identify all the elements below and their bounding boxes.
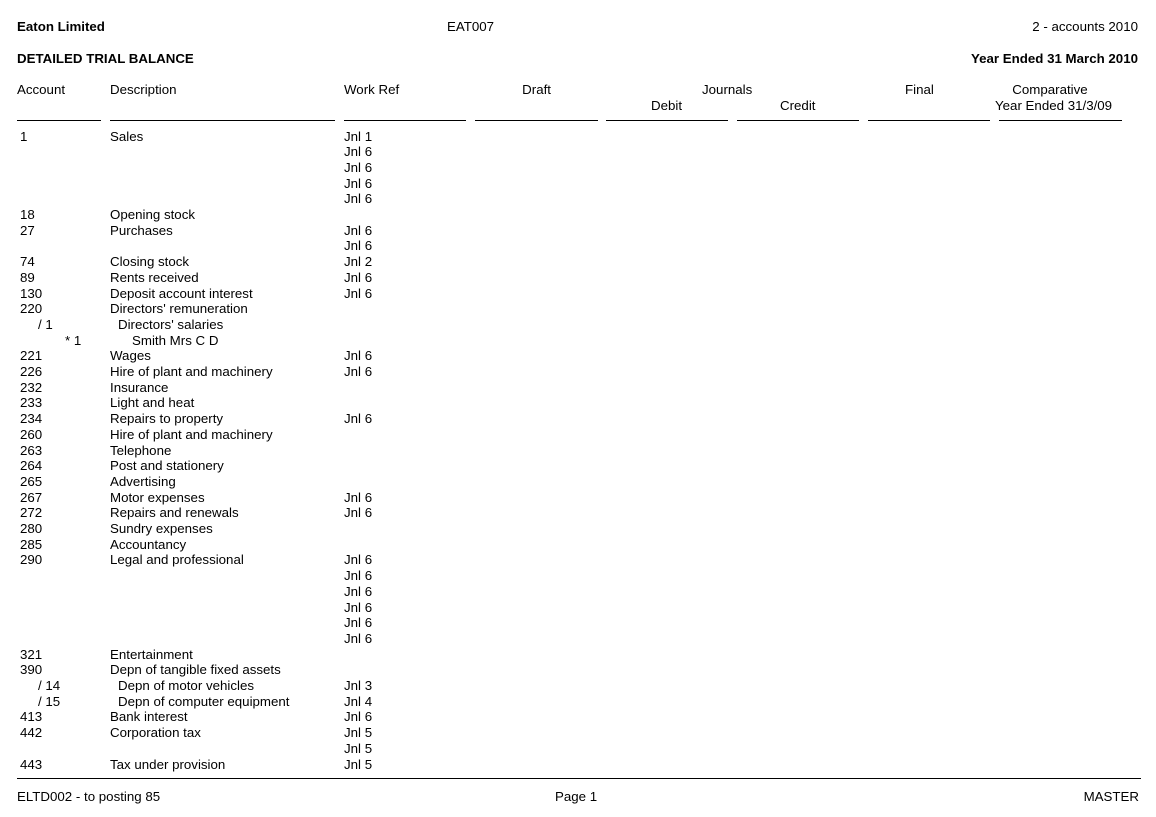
row-description: Tax under provision (110, 756, 226, 772)
row-work-ref: Jnl 5 (344, 740, 373, 756)
row-account: 280 (20, 521, 43, 536)
row-work-ref: Jnl 6 (344, 144, 373, 160)
col-header-work-ref: Work Ref (344, 82, 400, 97)
row-account: 130 (20, 285, 43, 301)
row-description: Advertising (110, 473, 176, 489)
row-account: 443 (20, 756, 43, 772)
row-description: Purchases (110, 222, 173, 238)
row-account: 321 (20, 646, 43, 662)
row-description: Hire of plant and machinery (110, 364, 273, 379)
row-account: 220 (20, 301, 43, 317)
row-account: 290 (20, 552, 43, 568)
footer-left: ELTD002 - to posting 85 (17, 789, 161, 804)
row-description: Bank interest (110, 709, 188, 725)
row-description: Sales (110, 128, 144, 144)
row-account: 263 (20, 442, 43, 458)
row-description: Rents received (110, 269, 199, 285)
row-work-ref: Jnl 6 (344, 615, 373, 631)
footer-right: MASTER (1083, 789, 1139, 804)
row-account: 413 (20, 709, 43, 725)
row-description: Motor expenses (110, 489, 205, 505)
row-account: * 1 (65, 332, 82, 348)
row-account: / 1 (38, 316, 53, 332)
row-description: Insurance (110, 379, 169, 395)
row-account: 233 (20, 395, 43, 411)
col-header-comparative: Comparative (1012, 82, 1088, 97)
row-description: Deposit account interest (110, 285, 253, 301)
row-work-ref: Jnl 6 (344, 175, 373, 191)
row-work-ref: Jnl 6 (344, 568, 373, 584)
row-description: Legal and professional (110, 552, 244, 568)
row-work-ref: Jnl 3 (344, 678, 373, 693)
row-work-ref: Jnl 6 (344, 159, 373, 175)
row-description: Depn of tangible fixed assets (110, 662, 281, 678)
footer-page-number: Page 1 (555, 789, 598, 804)
row-account: 285 (20, 536, 43, 552)
col-header-journals: Journals (702, 82, 753, 97)
row-description: Entertainment (110, 646, 193, 662)
row-account: / 14 (38, 678, 61, 693)
row-description: Telephone (110, 442, 172, 458)
col-header-comparative-sub: Year Ended 31/3/09 (995, 98, 1113, 113)
col-header-credit: Credit (780, 98, 816, 113)
row-work-ref: Jnl 6 (344, 285, 373, 301)
row-work-ref: Jnl 6 (344, 191, 373, 207)
row-account: 221 (20, 348, 43, 364)
row-work-ref: Jnl 6 (344, 599, 373, 615)
row-work-ref: Jnl 6 (344, 583, 373, 599)
col-header-description: Description (110, 82, 177, 97)
row-description: Directors' salaries (118, 316, 224, 332)
col-header-account: Account (17, 82, 66, 97)
footer-rule (17, 778, 1141, 779)
col-header-draft: Draft (522, 82, 551, 97)
row-work-ref: Jnl 5 (344, 756, 373, 772)
row-description: Light and heat (110, 395, 195, 411)
row-description: Wages (110, 348, 151, 364)
row-work-ref: Jnl 6 (344, 269, 373, 285)
row-work-ref: Jnl 6 (344, 222, 373, 238)
row-account: / 15 (38, 693, 61, 709)
row-account: 89 (20, 269, 35, 285)
col-header-final: Final (905, 82, 934, 97)
row-description: Post and stationery (110, 458, 224, 474)
row-account: 74 (20, 254, 35, 270)
year-ended: Year Ended 31 March 2010 (970, 51, 1138, 66)
row-work-ref: Jnl 6 (344, 364, 373, 379)
row-work-ref: Jnl 6 (344, 411, 373, 427)
row-work-ref: Jnl 6 (344, 709, 373, 725)
row-description: Accountancy (110, 536, 187, 552)
row-work-ref: Jnl 6 (344, 505, 373, 521)
row-work-ref: Jnl 4 (344, 693, 373, 709)
row-description: Repairs and renewals (110, 505, 239, 521)
row-account: 1 (20, 128, 28, 144)
row-account: 260 (20, 426, 43, 442)
row-description: Depn of motor vehicles (118, 678, 254, 693)
row-description: Directors' remuneration (110, 301, 248, 317)
row-account: 442 (20, 725, 43, 741)
row-account: 272 (20, 505, 43, 521)
company-name: Eaton Limited (17, 19, 105, 34)
row-account: 226 (20, 364, 43, 379)
row-account: 390 (20, 662, 43, 678)
client-code: EAT007 (447, 19, 495, 34)
row-work-ref: Jnl 6 (344, 552, 373, 568)
row-account: 267 (20, 489, 43, 505)
row-description: Corporation tax (110, 725, 201, 741)
row-work-ref: Jnl 1 (344, 128, 373, 144)
row-account: 232 (20, 379, 43, 395)
col-header-debit: Debit (651, 98, 683, 113)
row-description: Sundry expenses (110, 521, 213, 536)
row-description: Depn of computer equipment (118, 693, 290, 709)
row-work-ref: Jnl 6 (344, 630, 373, 646)
row-account: 27 (20, 222, 35, 238)
row-description: Hire of plant and machinery (110, 426, 273, 442)
row-description: Closing stock (110, 254, 190, 270)
row-work-ref: Jnl 5 (344, 725, 373, 741)
row-work-ref: Jnl 6 (344, 489, 373, 505)
period-label: 2 - accounts 2010 (1032, 19, 1138, 34)
row-description: Repairs to property (110, 411, 224, 427)
row-account: 264 (20, 458, 43, 474)
row-description: Opening stock (110, 207, 196, 222)
row-work-ref: Jnl 6 (344, 348, 373, 364)
row-account: 265 (20, 473, 43, 489)
report-title: DETAILED TRIAL BALANCE (17, 51, 194, 66)
row-description: Smith Mrs C D (132, 332, 219, 348)
row-account: 18 (20, 207, 35, 222)
row-account: 234 (20, 411, 43, 427)
row-work-ref: Jnl 2 (344, 254, 373, 270)
row-work-ref: Jnl 6 (344, 238, 373, 254)
